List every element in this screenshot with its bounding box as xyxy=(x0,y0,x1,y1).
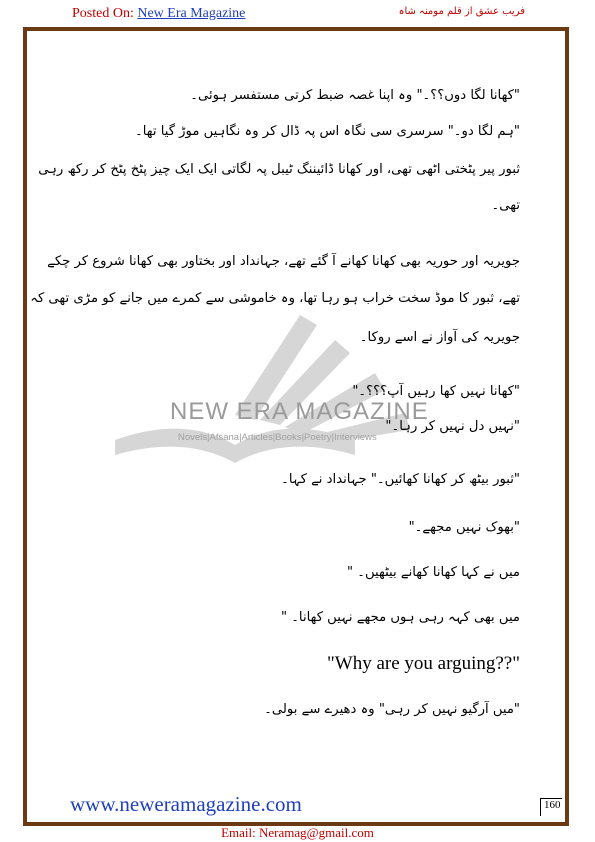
text-line: جویریہ کی آواز نے اسے روکا۔ xyxy=(359,330,520,345)
watermark-tagline: Novels|Afsana|Articles|Books|Poetry|Interviews xyxy=(178,432,377,443)
text-line: میں نے کہا کھانا کھانے بیٹھیں۔ " xyxy=(346,565,520,580)
text-line: "کھانا لگا دوں؟؟۔" وہ اپنا غصہ ضبط کرتی مستفسر ہوئی۔ xyxy=(190,88,520,103)
text-line: تھے، ثبور کا موڈ سخت خراب ہو رہا تھا، وہ خاموشی سے کمرے میں جانے کو مڑی تھی کہ xyxy=(30,291,520,306)
text-line: "میں آرگیو نہیں کر رہی" وہ دھیرے سے بولی۔ xyxy=(264,702,520,717)
footer-website-link[interactable]: www.neweramagazine.com xyxy=(70,792,302,816)
text-line: "نہیں دل نہیں کر رہا۔" xyxy=(385,419,520,434)
text-line: تھی۔ xyxy=(491,198,520,213)
text-line: میں بھی کہہ رہی ہوں مجھے نہیں کھانا۔ " xyxy=(280,610,520,625)
page-number: 160 xyxy=(540,798,562,816)
text-line: "کھانا نہیں کھا رہیں آپ؟؟؟۔" xyxy=(352,384,520,399)
posted-on-label: Posted On: xyxy=(72,6,134,21)
magazine-link[interactable]: New Era Magazine xyxy=(137,6,246,21)
text-line: "بھوک نہیں مجھے۔" xyxy=(408,520,520,535)
watermark-brand: NEW ERA MAGAZINE xyxy=(170,398,429,425)
text-line: ثبور پیر پٹختی اٹھی تھی، اور کھانا ڈائیننگ ٹیبل پہ لگاتی ایک ایک چیز پٹخ پٹخ کر رکھ رہی xyxy=(38,162,520,177)
text-line: "ثبور بیٹھ کر کھانا کھائیں۔" جہانداد نے کہا۔ xyxy=(281,472,520,487)
english-dialogue: "Why are you arguing??" xyxy=(327,653,520,674)
text-line: "ہم لگا دو۔" سرسری سی نگاہ اس پہ ڈال کر وہ نگاہیں موڑ گیا تھا۔ xyxy=(135,124,520,139)
novel-title: فریب عشق از قلم مومنہ شاہ xyxy=(398,6,525,17)
text-line: جویریہ اور حوریہ بھی کھانا کھانے آ گئے تھے، جہانداد اور بختاور بھی کھانا شروع کر چکے xyxy=(47,254,520,269)
header-posted-on xyxy=(72,6,245,22)
footer-email: Email: Neramag@gmail.com xyxy=(221,825,374,840)
